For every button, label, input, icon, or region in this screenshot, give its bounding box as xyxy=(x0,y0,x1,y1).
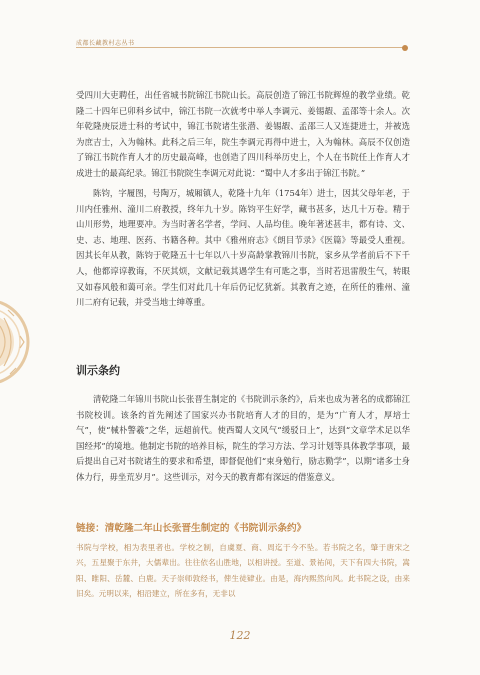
paragraph-gao-chen: 受四川大吏聘任，出任省城书院锦江书院山长。高辰创造了锦江书院辉煌的教学业绩。乾隆二十四年已卯科乡试中，锦江书院一次就考中举人李调元、姜锡嘏、孟邵等十余人。次年乾隆庚辰进士科的考试中，锦江书院诸生张潜、姜锡嘏、孟邵三人又连捷进士，并被选为庶吉士，入为翰林。此科之后三年，院生李调元再得中进士，入为翰林。高辰不仅创造了锦江书院作育人才的历史最高峰，也创造了四川科举历史上，个人在书院任上作育人才成进士的最高纪录。锦江书院院生李调元对此说：“蜀中人才多出于锦江书院。” xyxy=(76,90,410,178)
header-rule xyxy=(76,47,406,48)
link-excerpt: 书院与学校，相为表里者也。学校之制，自虞夏、商、周迄于今不坠。若书院之名，肇于唐宋之兴，五星聚于东井，大儒辈出。往往依名山胜地，以相讲授。至道、景祐间，天下有四大书院，嵩阳、睢阳、岳麓、白鹿。天子崇师敦经书，俾生徒肄业。由是，海内熙然向风。此书院之设，由来旧矣。元明以来，相沿建立，所在多有，无非以 xyxy=(76,543,410,599)
link-sidebar xyxy=(76,516,410,616)
page-header xyxy=(0,0,480,46)
paragraph-regulations: 清乾隆二年锦川书院山长张晋生制定的《书院训示条约》，后来也成为著名的成都锦江书院校训。该条约首先阐述了国家兴办书院培育人才的目的，是为“广育人才，厚培士气”，使“械朴警羲”之华，远超前代。使西蜀人文风气“缓驳日上”，达到“文章学术足以华国经邦”的境地。他制定书院的培养目标，院生的学习方法、学习计划等具体教学事项，最后提出自己对书院诸生的要求和希望，即督促他们“束身勉行，励志勤学”，以期“诸多士身体力行，毋坐荒岁月”。这些训示，对今天的教育都有深远的借鉴意义。 xyxy=(76,394,410,482)
medallion-ornament-icon xyxy=(0,296,32,388)
page-number: 122 xyxy=(229,629,251,642)
link-title: 链接：清乾隆二年山长张晋生制定的《书院训示条约》 xyxy=(76,523,307,534)
paragraph-chen-jun: 陈钧，字履图，号陶万，城厢镇人，乾隆十九年（1754年）进士，因其父母年老，于川内任雅州、潼川二府教授，终年九十岁。陈钧平生好学，藏书甚多，达几十万卷。精于山川形势，地理要冲。为当时著名学者，学问、人品均佳。晚年著述甚丰，都有诗、文、史、志、地理、医药、书籍各种。其中《雅州府志》《朗目节录》《医篇》等最受人重视。因其长年从教，陈钧于乾隆五十七年以八十岁高龄掌教锦川书院，家乡从学者前后不下千人，他都谆谆教诲，不厌其烦，文献记载其遇学生有可匙之事，当时若迅雷殷生气，转眼又如春风般和蔼可亲。学生们对此几十年后仍记忆犹新。其教育之迹，在所任的雅州、潼川二府有记载，并受当地士绅尊重。 xyxy=(76,188,410,308)
header-dot xyxy=(402,45,408,51)
series-title: 成都长藏教村志丛书 xyxy=(76,40,135,47)
section-title: 训示条约 xyxy=(76,364,120,377)
